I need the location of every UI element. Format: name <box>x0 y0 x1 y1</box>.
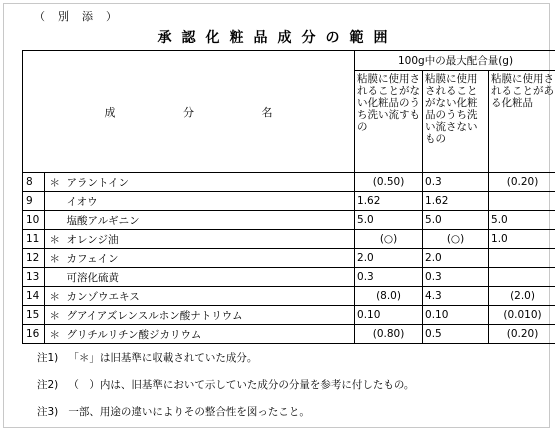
table-row <box>23 249 555 268</box>
ingredient-name: 塩酸アルギニン <box>65 211 355 230</box>
note-text: 「＊」は旧基準に収載されていた成分。 <box>68 352 258 364</box>
table-row <box>23 230 555 249</box>
note-3 <box>37 404 310 419</box>
ingredient-name: イオウ <box>65 192 355 211</box>
legacy-marker: ＊ <box>45 230 65 249</box>
leave-on-amount: 0.10 <box>423 306 489 325</box>
note-label: 注2) <box>37 379 59 391</box>
rinse-off-amount: (0.50) <box>355 173 423 192</box>
mucosa-amount: 1.0 <box>489 230 555 249</box>
mucosa-amount: (2.0) <box>489 287 555 306</box>
note-1 <box>37 350 257 365</box>
mucosa-amount <box>489 192 555 211</box>
mucosa-amount: (0.010) <box>489 306 555 325</box>
table-row <box>23 268 555 287</box>
note-label: 注3) <box>37 406 59 418</box>
ingredient-name: グリチルリチン酸ジカリウム <box>65 325 355 344</box>
rinse-off-amount: 0.3 <box>355 268 423 287</box>
page-title: 承認化粧品成分の範囲 <box>157 30 398 46</box>
row-number: 12 <box>23 249 45 268</box>
rinse-off-amount: 2.0 <box>355 249 423 268</box>
leave-on-amount: 0.5 <box>423 325 489 344</box>
row-number: 14 <box>23 287 45 306</box>
rinse-off-amount: 0.10 <box>355 306 423 325</box>
row-number: 8 <box>23 173 45 192</box>
row-number: 16 <box>23 325 45 344</box>
ingredient-name: 可溶化硫黄 <box>65 268 355 287</box>
max-amount-header: 100g中の最大配合量(g) <box>355 51 555 71</box>
note-2 <box>37 377 414 392</box>
legacy-marker: ＊ <box>45 325 65 344</box>
legacy-marker <box>45 192 65 211</box>
leave-on-amount: 4.3 <box>423 287 489 306</box>
row-number: 11 <box>23 230 45 249</box>
ingredient-name: カフェイン <box>65 249 355 268</box>
note-text: （ ）内は、旧基準において示していた成分の分量を参考に付したもの。 <box>68 379 415 391</box>
row-number: 13 <box>23 268 45 287</box>
ingredient-table <box>22 50 555 344</box>
rinse-off-header: 粘膜に使用されることがない化粧品のうち洗い流すもの <box>355 71 423 173</box>
rinse-off-amount: (0.80) <box>355 325 423 344</box>
mucosa-amount <box>489 249 555 268</box>
table-row <box>23 173 555 192</box>
rinse-off-amount: (8.0) <box>355 287 423 306</box>
leave-on-amount: 1.62 <box>423 192 489 211</box>
mucosa-header: 粘膜に使用されることがある化粧品 <box>489 71 555 173</box>
mucosa-amount: (0.20) <box>489 173 555 192</box>
leave-on-amount: 0.3 <box>423 268 489 287</box>
legacy-marker <box>45 268 65 287</box>
legacy-marker: ＊ <box>45 287 65 306</box>
ingredient-name: グアイアズレンスルホン酸ナトリウム <box>65 306 355 325</box>
leave-on-amount: 2.0 <box>423 249 489 268</box>
leave-on-header: 粘膜に使用されることがない化粧品のうち洗い流さないもの <box>423 71 489 173</box>
table-row <box>23 287 555 306</box>
row-number: 9 <box>23 192 45 211</box>
mucosa-amount: 5.0 <box>489 211 555 230</box>
leave-on-amount: (○) <box>423 230 489 249</box>
rinse-off-amount: 1.62 <box>355 192 423 211</box>
ingredient-name: カンゾウエキス <box>65 287 355 306</box>
leave-on-amount: 5.0 <box>423 211 489 230</box>
legacy-marker <box>45 211 65 230</box>
legacy-marker: ＊ <box>45 173 65 192</box>
note-label: 注1) <box>37 352 59 364</box>
attachment-label: （ 別 添 ） <box>34 10 118 23</box>
mucosa-amount <box>489 268 555 287</box>
leave-on-amount: 0.3 <box>423 173 489 192</box>
note-text: 一部、用途の違いによりその整合性を図ったこと。 <box>68 406 310 418</box>
row-number: 15 <box>23 306 45 325</box>
ingredient-name: オレンジ油 <box>65 230 355 249</box>
table-row <box>23 211 555 230</box>
table-row <box>23 192 555 211</box>
table-row <box>23 306 555 325</box>
legacy-marker: ＊ <box>45 306 65 325</box>
legacy-marker: ＊ <box>45 249 65 268</box>
row-number: 10 <box>23 211 45 230</box>
rinse-off-amount: 5.0 <box>355 211 423 230</box>
mucosa-amount: (0.20) <box>489 325 555 344</box>
table-row <box>23 325 555 344</box>
ingredient-name: アラントイン <box>65 173 355 192</box>
ingredient-name-header: 成 分 名 <box>23 51 355 173</box>
rinse-off-amount: (○) <box>355 230 423 249</box>
